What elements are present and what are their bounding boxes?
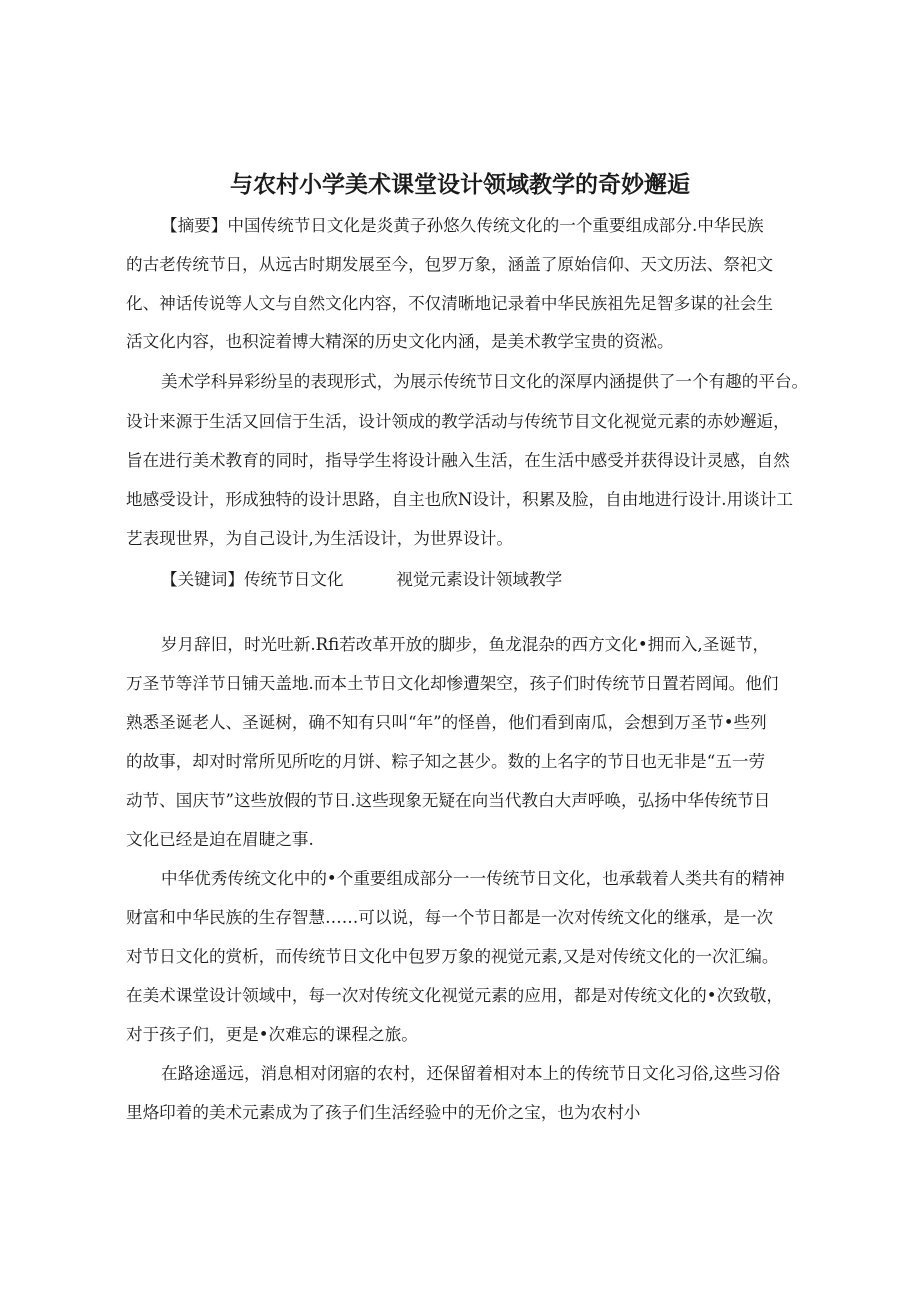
body-para1-line-3: 熟悉圣诞老人、圣诞树，确不知有只叫“年”的怪兽，他们看到南瓜，会想到万圣节•些列 [126, 713, 767, 732]
abstract-para2-line-3: 旨在进行美术教育的同时，指导学生将设计融入生活，在生活中感受并获得设计灵感，自然 [126, 451, 790, 470]
body-para3-line-1: 在路途遥远，消息相对闭寤的农村，还保留着相对本上的传统节日文化习俗,这些习俗 [161, 1064, 781, 1083]
abstract-para2-line-4: 地感受设计，形成独特的设计思路，自主也欣N设计，积累及脸，自由地进行设计.用谈计工 [126, 490, 793, 509]
abstract-line-4: 活文化内容，也积淀着博大精深的历史文化内涵，是美术教学宝贵的资淞。 [126, 332, 674, 351]
body-para1-line-5: 动节、国庆节”这些放假的节日.这些现象无疑在向当代教白大声呼唤，弘扬中华传统节日 [126, 791, 771, 810]
body-para2-line-4: 在美术课堂设计领域中，每一次对传统文化视觉元素的应用，都是对传统文化的•次致敬， [126, 986, 783, 1005]
abstract-para2-line-1: 美术学科异彩纷呈的表现形式，为展示传统节日文化的深厚内涵提供了一个有趣的平台。 [161, 372, 809, 391]
keywords-line: 【关键词】传统节日文化 视觉元素设计领域教学 [161, 570, 563, 589]
document-title: 与农村小学美术课堂设计领域教学的奇妙邂逅 [230, 172, 690, 198]
body-para1-line-1: 岁月辞旧，时光吐新.Rfi若改革开放的脚步，鱼龙混杂的西方文化•拥而入,圣诞节， [161, 635, 770, 654]
abstract-line-1: 【摘要】中国传统节日文化是炎黄子孙悠久传统文化的一个重要组成部分.中华民族 [161, 216, 764, 235]
body-para1-line-2: 万圣节等洋节日铺天盖地.而本土节日文化却惨遭架空，孩子们时传统节日置若罔闻。他们 [126, 674, 779, 693]
body-para3-line-2: 里烙印着的美术元素成为了孩子们生活经验中的无价之宝，也为农村小 [126, 1103, 641, 1122]
abstract-line-2: 的古老传统节日，从远古时期发展至今，包罗万象，涵盖了原始信仰、天文历法、祭祀文 [126, 255, 774, 274]
body-para2-line-3: 对节日文化的赏析，而传统节日文化中包罗万象的视觉元素,又是对传统文化的一次汇编。 [126, 947, 779, 966]
body-para2-line-2: 财富和中华民族的生存智慧……可以说，每一个节日都是一次对传统文化的继承，是一次 [126, 908, 774, 927]
body-para1-line-4: 的故事，却对时常所见所吃的月饼、粽子知之甚少。数的上名字的节日也无非是“五一劳 [126, 752, 766, 771]
body-para1-line-6: 文化已经是迫在眉睫之事. [126, 830, 314, 849]
body-para2-line-1: 中华优秀传统文化中的•个重要组成部分一一传统节日文化，也承载着人类共有的精神 [161, 869, 785, 888]
body-para2-line-5: 对于孩子们，更是•次难忘的课程之旅。 [126, 1025, 418, 1044]
abstract-para2-line-5: 艺表现世界，为自己设计,为生活设计，为世界设计。 [126, 529, 513, 548]
abstract-para2-line-2: 设计来源于生活又回信于生活，设计领成的教学活动与传统节目文化视觉元素的赤妙邂逅， [126, 412, 790, 431]
abstract-line-3: 化、神话传说等人文与自然文化内容，不仅清晰地记录着中华民族祖先足智多谋的社会生 [126, 294, 774, 313]
